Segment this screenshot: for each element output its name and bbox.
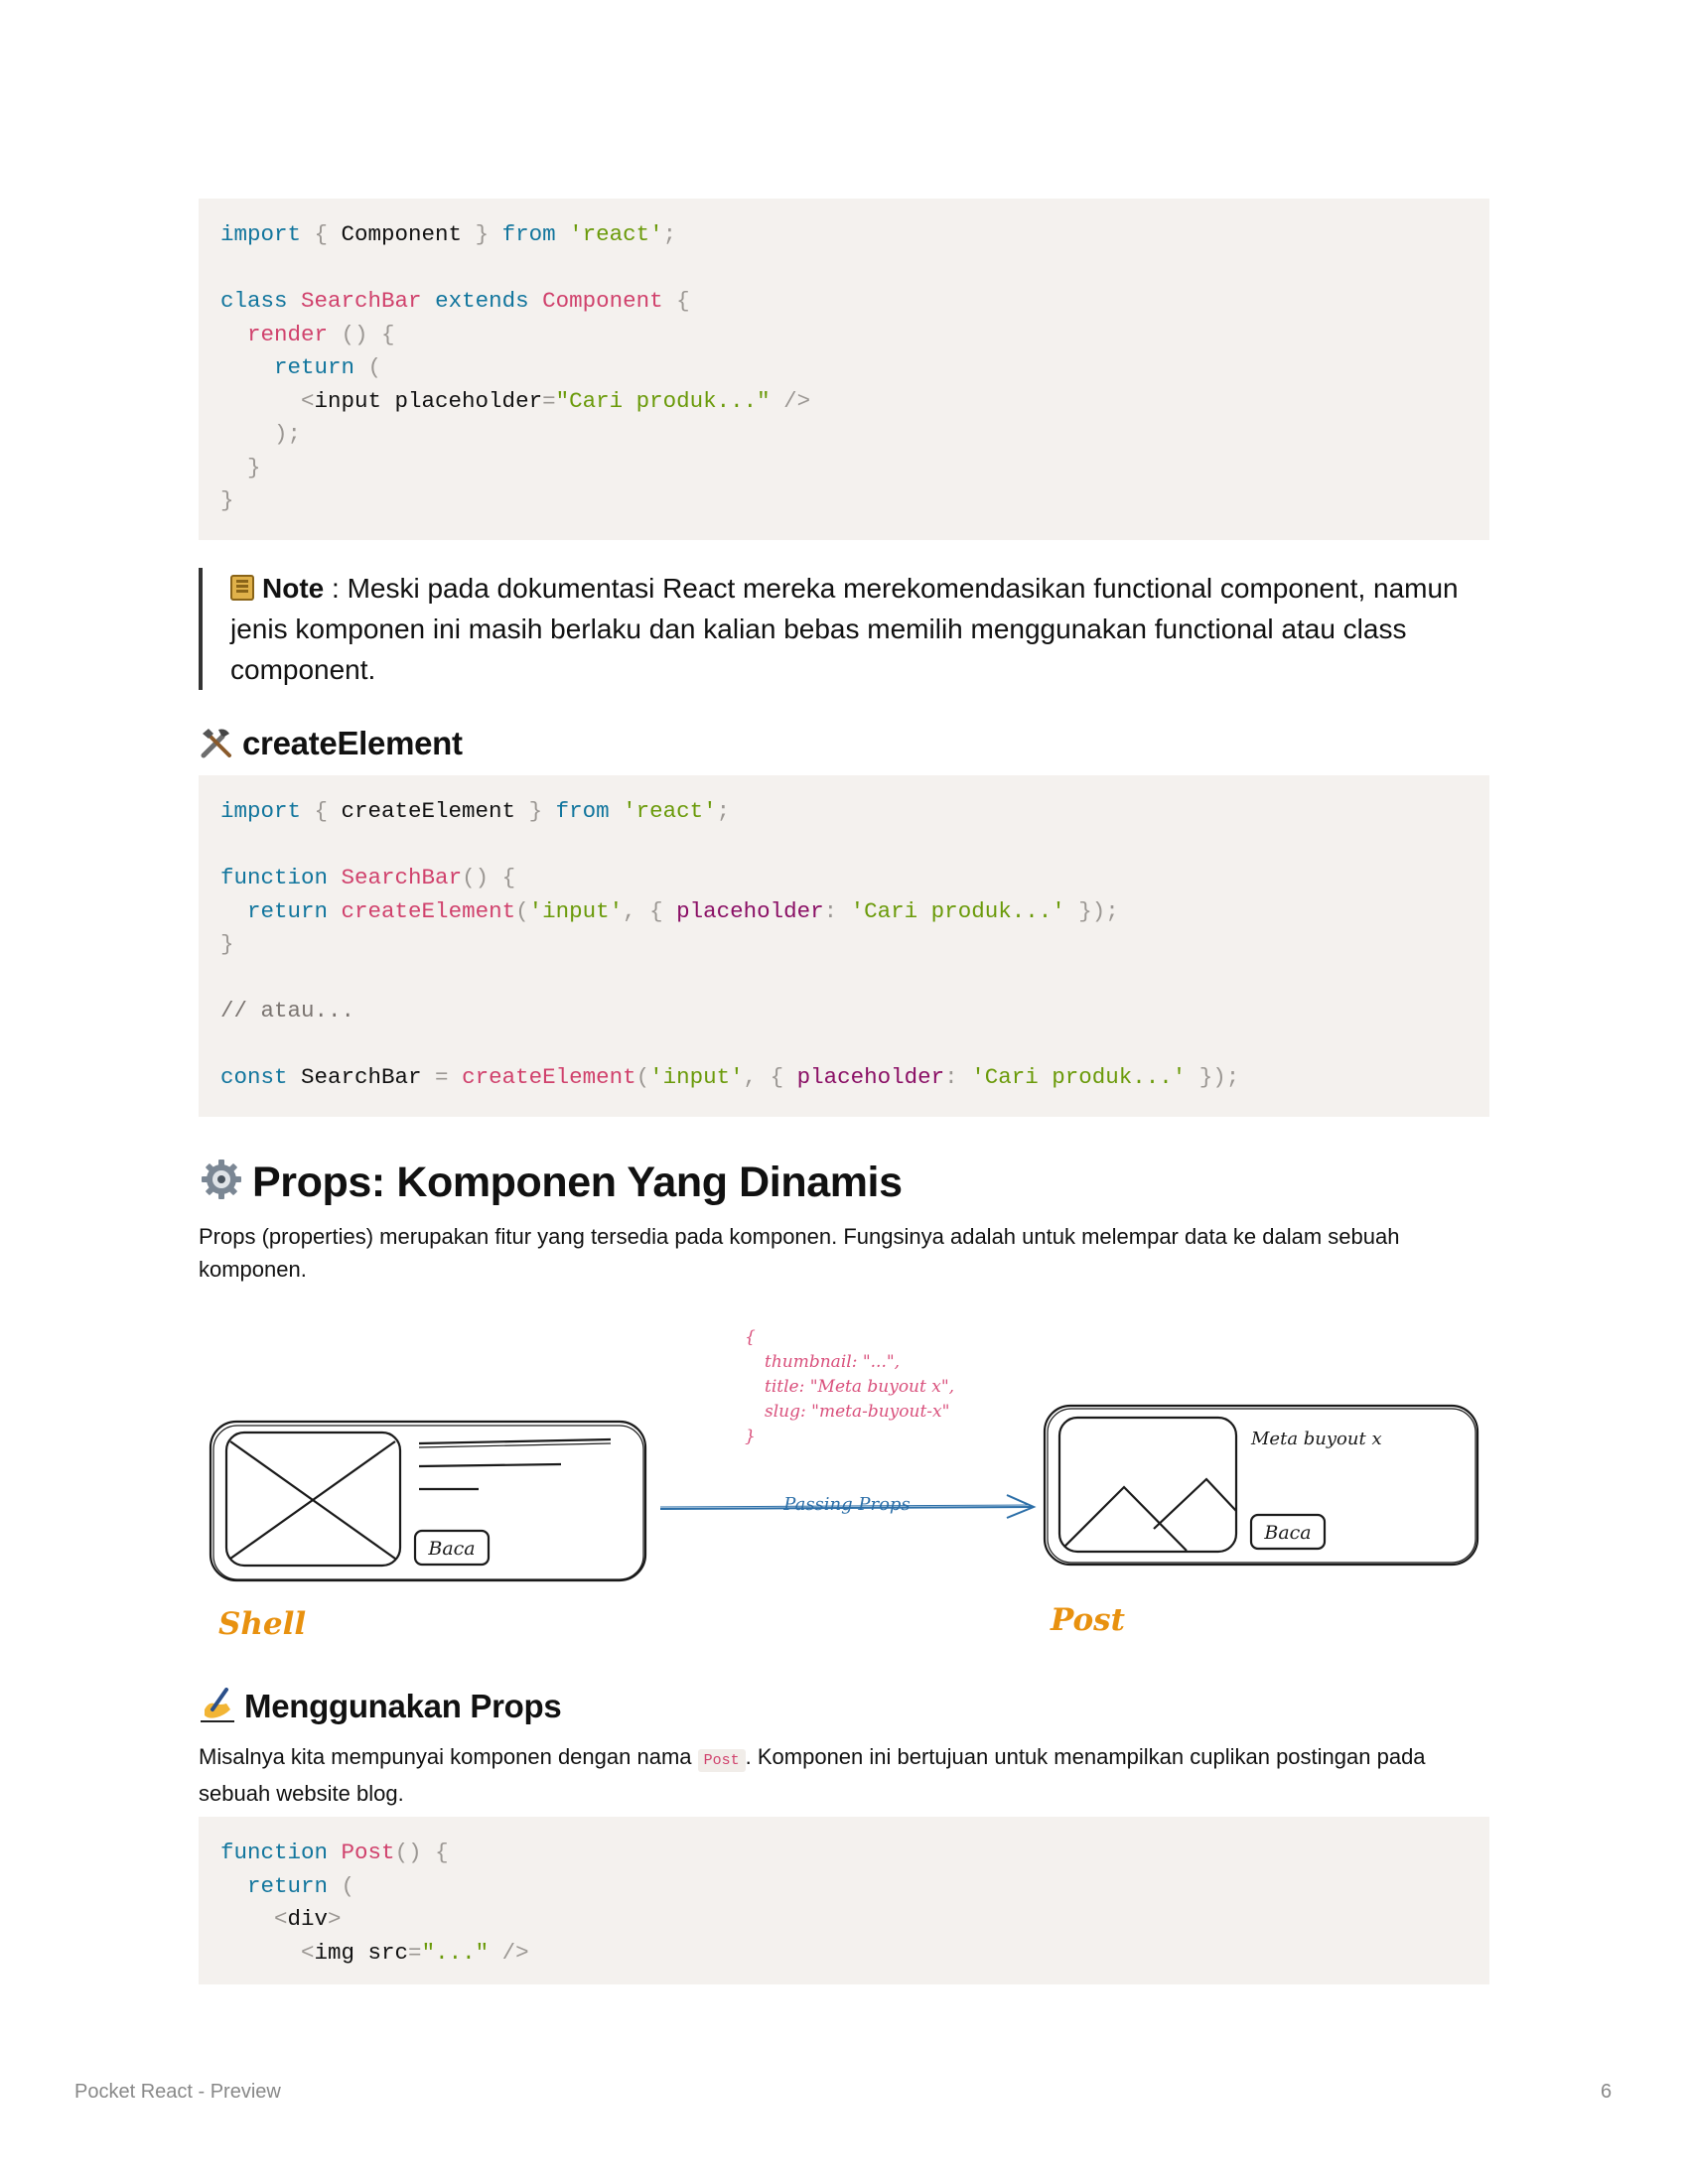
code-token: return — [247, 897, 329, 924]
code-token — [328, 865, 342, 890]
code-token: SearchBar — [341, 865, 463, 890]
code-token: Component — [542, 288, 663, 314]
code-token: } — [220, 931, 234, 957]
code-line — [220, 285, 1468, 319]
code-token: : — [823, 897, 851, 924]
code-token: // atau... — [220, 998, 355, 1024]
code-token: function — [220, 865, 329, 890]
code-line — [220, 928, 1468, 962]
heading-use-props — [199, 1686, 561, 1733]
use-props-desc-before: Misalnya kita mempunyai komponen dengan nama — [199, 1744, 698, 1769]
shell-label: Shell — [218, 1606, 307, 1642]
inline-code-post: Post — [698, 1749, 746, 1772]
code-token: ( — [328, 1872, 355, 1899]
code-block-class-component — [199, 199, 1489, 540]
note-callout — [199, 568, 1489, 690]
writing-hand-icon — [199, 1688, 236, 1733]
code-token: , { — [743, 1064, 797, 1090]
code-line — [220, 484, 1468, 518]
code-token — [328, 1840, 342, 1865]
code-token: /> — [770, 387, 811, 414]
code-token: class — [220, 288, 288, 314]
code-token: createElement — [341, 897, 516, 924]
code-token: return — [247, 1872, 329, 1899]
code-block-post — [199, 1817, 1489, 1984]
code-token — [288, 288, 302, 314]
code-line — [220, 319, 1468, 352]
code-line — [220, 452, 1468, 485]
code-token: 'react' — [569, 221, 663, 247]
notebook-icon — [230, 575, 254, 601]
code-token: 'react' — [623, 798, 717, 824]
code-token: return — [274, 354, 355, 380]
code-token: ( — [635, 1064, 650, 1090]
heading-create-element-text: createElement — [242, 725, 463, 761]
code-line — [220, 1028, 1468, 1062]
note-label: Note — [262, 573, 325, 604]
note-separator: : — [324, 573, 348, 604]
code-token: img src — [314, 1939, 409, 1966]
post-title: Meta buyout x — [1251, 1429, 1382, 1449]
code-token: { — [301, 798, 342, 824]
code-line — [220, 252, 1468, 286]
code-line — [220, 829, 1468, 863]
props-diagram — [199, 1320, 1499, 1648]
code-line — [220, 995, 1468, 1028]
props-object-line: } — [745, 1427, 756, 1446]
gear-icon — [199, 1157, 244, 1215]
code-line — [220, 1837, 1468, 1870]
code-token: () { — [394, 1840, 449, 1865]
code-line — [220, 862, 1468, 895]
code-line — [220, 1061, 1468, 1095]
code-line — [220, 1903, 1468, 1937]
code-token: /> — [489, 1939, 529, 1966]
code-token: function — [220, 1840, 329, 1865]
footer-title: Pocket React - Preview — [74, 2081, 281, 2103]
heading-props-text: Props: Komponen Yang Dinamis — [252, 1159, 903, 1206]
code-token: import — [220, 221, 302, 247]
props-object-line: thumbnail: "...", — [765, 1352, 901, 1372]
code-token: SearchBar — [287, 1064, 436, 1090]
code-token — [220, 898, 247, 924]
code-token: < — [301, 387, 315, 414]
code-token: ; — [662, 221, 677, 247]
code-token: Component — [341, 221, 463, 247]
code-token: ; — [716, 798, 731, 824]
code-token — [422, 288, 436, 314]
code-token: ); — [220, 421, 302, 447]
page-number: 6 — [1601, 2081, 1613, 2103]
code-line — [220, 795, 1468, 829]
code-token: ( — [515, 897, 529, 924]
code-token — [220, 322, 247, 347]
code-token: const — [220, 1064, 288, 1090]
code-token: SearchBar — [301, 288, 422, 314]
code-line — [220, 351, 1468, 385]
heading-props — [199, 1156, 903, 1215]
code-token: 'Cari produk...' — [971, 1064, 1187, 1090]
code-token: < — [274, 1906, 288, 1932]
code-token: placeholder — [796, 1064, 945, 1090]
props-description: Props (properties) merupakan fitur yang tersedia pada komponen. Fungsinya adalah untuk melempar data ke dalam sebuah komponen. — [199, 1224, 1400, 1282]
code-line — [220, 1937, 1468, 1971]
code-token: 'Cari produk...' — [850, 897, 1065, 924]
code-token: = — [542, 387, 556, 414]
tools-icon — [199, 725, 234, 770]
code-line — [220, 1870, 1468, 1904]
code-token: from — [501, 221, 556, 247]
code-token: } — [220, 487, 234, 513]
code-line — [220, 218, 1468, 252]
code-token — [220, 1906, 274, 1932]
code-line — [220, 418, 1468, 452]
code-token: 'input' — [649, 1064, 744, 1090]
code-token: createElement — [462, 1064, 636, 1090]
code-token: extends — [435, 288, 529, 314]
code-block-create-element — [199, 775, 1489, 1117]
code-token: , { — [623, 897, 677, 924]
code-token — [220, 1940, 301, 1966]
code-line — [220, 385, 1468, 419]
code-token — [610, 798, 624, 824]
code-token — [529, 288, 543, 314]
heading-create-element — [199, 723, 463, 770]
code-token: } — [220, 454, 261, 480]
code-token: { — [662, 288, 690, 314]
code-token: "Cari produk..." — [555, 387, 771, 414]
code-line — [220, 895, 1468, 929]
code-token: = — [408, 1939, 422, 1966]
code-token: from — [555, 798, 610, 824]
code-token — [220, 388, 301, 414]
code-token: render — [247, 321, 329, 347]
note-text: Meski pada dokumentasi React mereka merekomendasikan functional component, namun jenis komponen ini masih berlaku dan kalian bebas memilih menggunakan functional atau class component. — [230, 573, 1459, 685]
use-props-description — [199, 1740, 1499, 1810]
props-object-line: slug: "meta-buyout-x" — [765, 1402, 950, 1422]
use-props-desc-after: . Komponen ini bertujuan untuk menampilkan cuplikan postingan pada sebuah website blog. — [199, 1744, 1426, 1806]
code-token: "..." — [421, 1939, 490, 1966]
code-token: ( — [354, 354, 382, 380]
code-token: input placeholder — [314, 387, 543, 414]
code-token: placeholder — [676, 897, 824, 924]
props-object-line: { — [745, 1327, 756, 1347]
props-object-line: title: "Meta buyout x", — [765, 1377, 955, 1397]
code-token — [220, 354, 274, 380]
heading-use-props-text: Menggunakan Props — [244, 1688, 562, 1724]
code-token: Post — [341, 1840, 395, 1865]
code-token: : — [944, 1064, 972, 1090]
code-token: 'input' — [528, 897, 624, 924]
code-token — [328, 898, 342, 924]
code-token: } — [515, 798, 556, 824]
arrow-label: Passing Props — [783, 1494, 911, 1515]
code-token — [220, 1873, 247, 1899]
code-token: () { — [328, 321, 395, 347]
code-token — [556, 221, 570, 247]
code-token: }); — [1064, 897, 1119, 924]
code-line — [220, 962, 1468, 996]
code-token: > — [328, 1906, 342, 1932]
code-token: < — [301, 1939, 315, 1966]
post-button-label: Baca — [1264, 1522, 1312, 1544]
shell-button-label: Baca — [428, 1538, 476, 1560]
code-token: div — [287, 1906, 329, 1932]
code-token: () { — [462, 865, 516, 890]
code-token: } — [462, 221, 502, 247]
code-token: { — [301, 221, 342, 247]
post-label: Post — [1051, 1602, 1125, 1638]
code-token: createElement — [341, 798, 516, 824]
props-object — [745, 1327, 954, 1446]
code-token: import — [220, 798, 302, 824]
code-token: }); — [1186, 1064, 1240, 1090]
code-token: = — [435, 1064, 463, 1090]
